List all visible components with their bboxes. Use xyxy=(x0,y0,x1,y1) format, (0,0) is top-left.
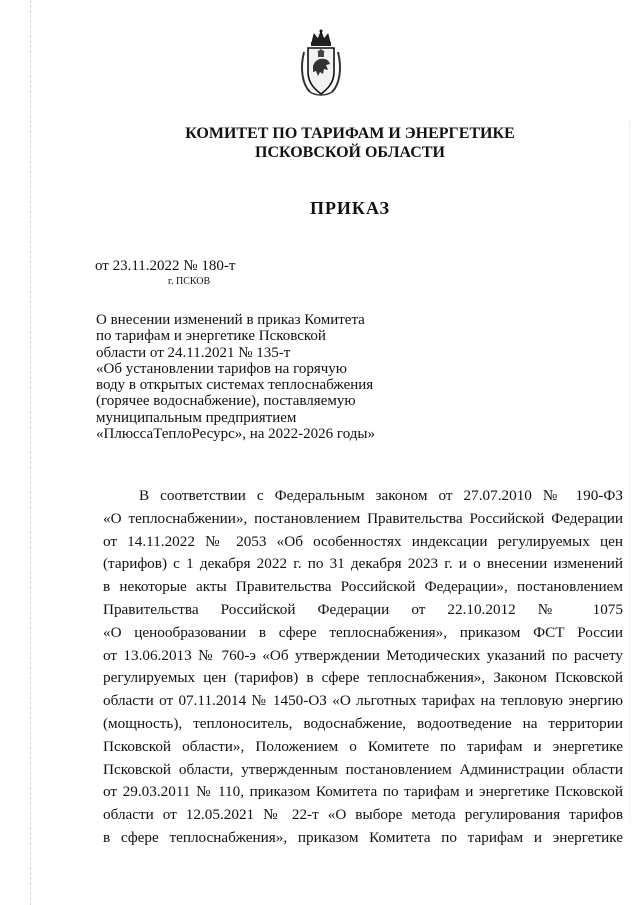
subject-line: воду в открытых системах теплоснабжения xyxy=(96,377,374,394)
body-line: Псковской области, утвержденным постановлением Администрации области xyxy=(103,760,623,778)
order-subject xyxy=(96,312,426,442)
subject-line: по тарифам и энергетике Псковской xyxy=(96,328,326,345)
body-line: «О ценообразовании в сфере теплоснабжения», приказом ФСТ России xyxy=(103,623,623,641)
body-line: В соответствии с Федеральным законом от 27.07.2010 № 190-ФЗ xyxy=(139,487,623,504)
body-line: области от 07.11.2014 № 1450-ОЗ «О льготных тарифах на тепловую энергию xyxy=(103,692,623,710)
coat-of-arms-emblem xyxy=(296,28,346,98)
subject-line: «ПлюссаТеплоРесурс», на 2022-2026 годы» xyxy=(96,426,375,443)
body-line: (мощность), теплоноситель, водоснабжение, водоотведение на территории xyxy=(103,714,623,732)
subject-line: «Об установлении тарифов на горячую xyxy=(96,360,347,377)
body-line: регулируемых цен (тарифов) в сфере теплоснабжения», Законом Псковской xyxy=(103,669,623,687)
subject-line: муниципальным предприятием xyxy=(96,409,297,426)
order-city: г. ПСКОВ xyxy=(168,276,211,287)
organization-title-line-2: ПСКОВСКОЙ ОБЛАСТИ xyxy=(255,144,445,161)
subject-line: области от 24.11.2021 № 135-т xyxy=(96,344,291,361)
body-line: от 29.03.2011 № 110, приказом Комитета по тарифам и энергетике Псковской xyxy=(103,783,623,801)
scan-edge-left xyxy=(30,0,31,905)
body-line: в сфере теплоснабжения», приказом Комитета по тарифам и энергетике xyxy=(103,828,623,846)
body-line: Правительства Российской Федерации от 22.10.2012 № 1075 xyxy=(103,600,623,618)
body-line: от 13.06.2013 № 760-э «Об утверждении Методических указаний по расчету xyxy=(103,646,623,664)
order-date-number: от 23.11.2022 № 180-т xyxy=(95,258,236,274)
body-line: «О теплоснабжении», постановлением Правительства Российской Федерации xyxy=(103,509,623,527)
subject-line: (горячее водоснабжение), поставляемую xyxy=(96,393,356,410)
body-line: Псковской области», Положением о Комитете по тарифам и энергетике xyxy=(103,737,623,755)
document-type-heading: ПРИКАЗ xyxy=(309,198,391,218)
body-line: в некоторые акты Правительства Российской Федерации», постановлением xyxy=(103,578,623,596)
body-line: (тарифов) с 1 декабря 2022 г. по 31 декабря 2023 г. и о внесении изменений xyxy=(103,555,623,573)
body-line: от 14.11.2022 № 2053 «Об особенностях индексации регулируемых цен xyxy=(103,532,623,550)
order-body-paragraph xyxy=(103,485,623,850)
body-line: области от 12.05.2021 № 22-т «О выборе метода регулирования тарифов xyxy=(103,806,623,824)
scan-edge-right xyxy=(629,120,630,820)
organization-title xyxy=(150,124,550,162)
organization-title-line-1: КОМИТЕТ ПО ТАРИФАМ И ЭНЕРГЕТИКЕ xyxy=(185,125,515,142)
subject-line: О внесении изменений в приказ Комитета xyxy=(96,312,365,328)
